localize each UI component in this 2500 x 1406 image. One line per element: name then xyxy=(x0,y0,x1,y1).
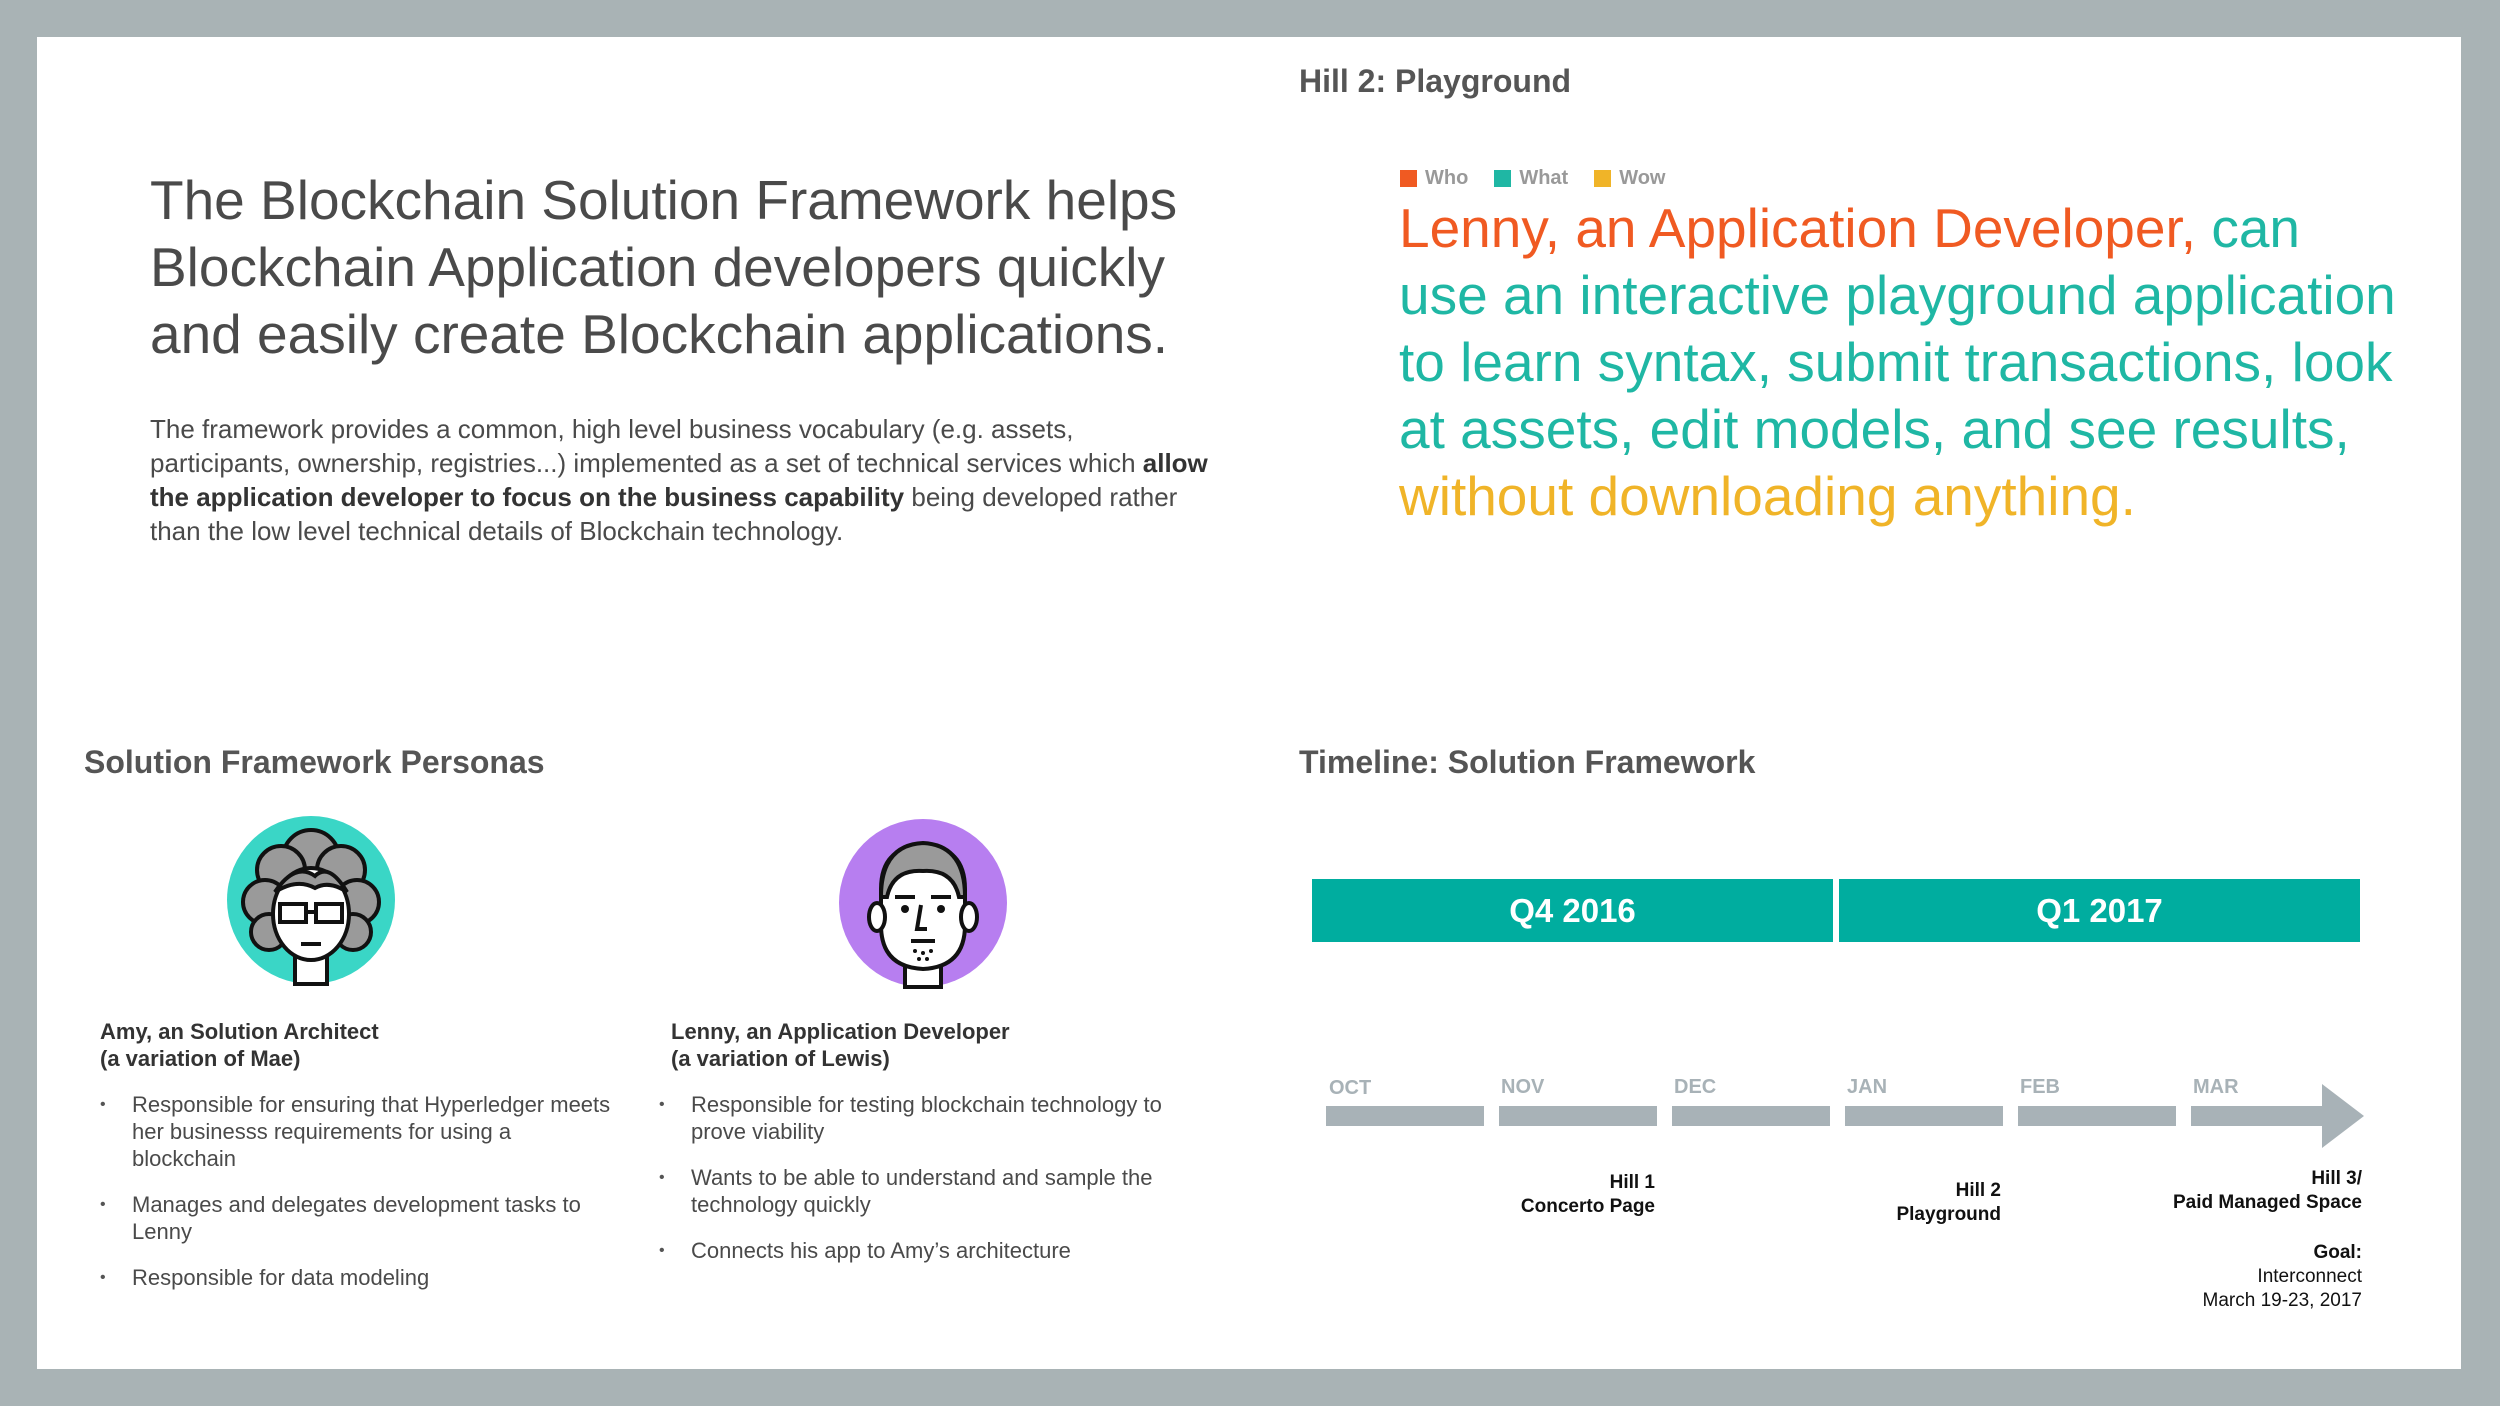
what-swatch xyxy=(1494,170,1511,187)
month-bar-oct xyxy=(1326,1106,1484,1126)
hill-statement xyxy=(1399,195,2399,530)
slide xyxy=(37,37,2461,1369)
amy-name: Amy, an Solution Architect xyxy=(100,1019,379,1044)
amy-bullet-3: • Responsible for data modeling xyxy=(100,1264,620,1291)
lenny-avatar xyxy=(837,817,1009,989)
hill3-sub: Paid Managed Space xyxy=(2172,1192,2362,1213)
wow-swatch xyxy=(1594,170,1611,187)
intro-body xyxy=(150,412,1210,548)
legend-what xyxy=(1494,167,1568,190)
lenny-variation: (a variation of Lewis) xyxy=(671,1046,890,1071)
goal-title: Goal: xyxy=(2313,1242,2362,1263)
personas-title: Solution Framework Personas xyxy=(84,744,545,780)
month-bar-jan xyxy=(1845,1106,2003,1126)
hill1-title: Hill 1 xyxy=(1609,1172,1655,1193)
hill-legend xyxy=(1400,167,1666,190)
intro-heading: The Blockchain Solution Framework helps Blockchain Application developers quickly and easily create Blockchain applications. xyxy=(150,169,1178,365)
intro-body-text: The framework provides a common, high level business vocabulary (e.g. assets, participants, ownership, registries...) implemented as a set of technical services which xyxy=(150,414,1143,478)
intro-body-emphasis: allow the application developer to focus on the business capability xyxy=(150,448,1208,512)
legend-wow-label: Wow xyxy=(1619,167,1666,189)
amy-avatar xyxy=(225,814,397,986)
month-jan: JAN xyxy=(1847,1076,1888,1098)
amy-persona-name xyxy=(100,1018,379,1072)
amy-bullet-1: • Responsible for ensuring that Hyperledger meets her businesss requirements for using a blockchain xyxy=(100,1091,620,1172)
milestone-hill-3 xyxy=(2037,1167,2362,1215)
lenny-persona-name xyxy=(671,1018,1010,1072)
hill-who: Lenny, an Application Developer, xyxy=(1399,197,2197,259)
month-bar-mar xyxy=(2191,1106,2323,1126)
month-mar: MAR xyxy=(2193,1076,2239,1098)
legend-wow xyxy=(1594,167,1665,190)
hill2-sub: Playground xyxy=(1896,1204,2001,1225)
legend-what-label: What xyxy=(1519,167,1569,189)
amy-bullet-2: • Manages and delegates development tasks to Lenny xyxy=(100,1191,620,1245)
hill3-title: Hill 3/ xyxy=(2311,1168,2362,1189)
who-swatch xyxy=(1400,170,1417,187)
month-bar-nov xyxy=(1499,1106,1657,1126)
timeline-title: Timeline: Solution Framework xyxy=(1299,744,1756,780)
month-oct: OCT xyxy=(1329,1077,1372,1099)
month-bar-dec xyxy=(1672,1106,1830,1126)
hill2-title: Hill 2 xyxy=(1955,1180,2001,1201)
quarter-q4-2016: Q4 2016 xyxy=(1312,879,1833,942)
lenny-bullet-1: • Responsible for testing blockchain technology to prove viability xyxy=(659,1091,1219,1145)
legend-who-label: Who xyxy=(1425,167,1469,189)
hill-title: Hill 2: Playground xyxy=(1299,63,1572,99)
milestone-hill-2 xyxy=(1737,1179,2001,1227)
milestone-hill-1 xyxy=(1437,1171,1655,1219)
quarter-q1-2017: Q1 2017 xyxy=(1839,879,2360,942)
goal-line-2: March 19-23, 2017 xyxy=(2202,1290,2362,1311)
month-dec: DEC xyxy=(1674,1076,1717,1098)
goal-line-1: Interconnect xyxy=(2257,1266,2362,1287)
lenny-name: Lenny, an Application Developer xyxy=(671,1019,1010,1044)
month-nov: NOV xyxy=(1501,1076,1545,1098)
hill-wow: without downloading anything. xyxy=(1399,465,2136,527)
hill-what: can use an interactive playground application to learn syntax, submit transactions, look at assets, edit models, and see results, xyxy=(1399,197,2396,460)
amy-bullets xyxy=(100,1091,620,1310)
intro-body-text-end: being developed rather than the low level technical details of Blockchain technology. xyxy=(150,482,1178,546)
timeline-arrow-icon xyxy=(2322,1084,2364,1148)
timeline-goal xyxy=(2037,1241,2362,1313)
lenny-bullets xyxy=(659,1091,1219,1283)
lenny-bullet-3: • Connects his app to Amy’s architecture xyxy=(659,1237,1219,1264)
lenny-bullet-2: • Wants to be able to understand and sample the technology quickly xyxy=(659,1164,1219,1218)
hill1-sub: Concerto Page xyxy=(1520,1196,1655,1217)
month-feb: FEB xyxy=(2020,1076,2060,1098)
month-bar-feb xyxy=(2018,1106,2176,1126)
amy-variation: (a variation of Mae) xyxy=(100,1046,301,1071)
legend-who xyxy=(1400,167,1468,190)
